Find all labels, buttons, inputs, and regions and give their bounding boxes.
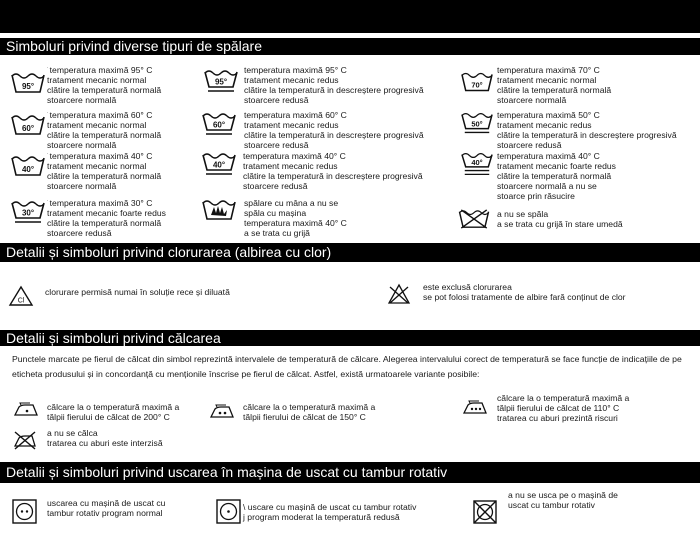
section-title-drying: Detalii și simboluri privind uscarea în mașina de uscat cu tambur rotativ [0, 462, 700, 483]
svg-text:70°: 70° [471, 80, 483, 90]
wash-tub-30-icon [11, 200, 45, 224]
section-title-ironing: Detalii și simboluri privind călcarea [0, 330, 700, 346]
section-title-bleach: Detalii și simboluri privind clorurarea (albirea cu clor) [0, 243, 700, 262]
wash-text-95-reduced: temperatura maximă 95° C tratament mecanic redus clătire la temperatură in descreștere progresivă stoarcere redusă [244, 65, 424, 105]
do-not-bleach-icon [388, 284, 410, 304]
tumble-dry-low-icon [216, 499, 241, 524]
drying-text-normal: uscarea cu mașină de uscat cu tambur rotativ program normal [47, 498, 166, 518]
drying-text-do-not-dry: a nu se usca pe o mașină de uscat cu tambur rotativ [508, 490, 618, 510]
bleach-text-excluded: este exclusă clorurarea se pot folosi tratamente de albire fară conținut de clor [423, 282, 626, 302]
wash-text-30-very-reduced: $^ˈ$temperatura maximă 30° C tratament mecanic foarte redus clătire la temperatură normală stoarcere redusă [47, 198, 166, 238]
iron-text-150: călcare la o temperatură maximă a tălpii fierului de călcat de 150° C [243, 402, 376, 422]
svg-text:40°: 40° [471, 157, 483, 167]
wash-tub-40-underline-icon [202, 152, 236, 176]
wash-tub-60-underline-icon [202, 112, 236, 136]
iron-one-dot-icon [13, 403, 39, 417]
svg-text:40°: 40° [212, 160, 226, 170]
tumble-dry-normal-icon [12, 499, 37, 524]
wash-tub-60-icon [11, 114, 45, 136]
iron-three-dots-icon [462, 401, 488, 415]
wash-tub-40-double-underline-icon [461, 151, 493, 177]
wash-text-do-not-wash: a nu se spăla a se trata cu grijă în stare umedă [497, 209, 623, 229]
iron-text-do-not-iron: a nu se călca tratarea cu aburi este interzisă [47, 428, 163, 448]
do-not-iron-icon [13, 430, 37, 450]
drying-text-low: \ uscare cu mașină de uscat cu tambur rotativ j program moderat la temperatură redusă [243, 502, 417, 522]
svg-text:95°: 95° [21, 82, 35, 91]
wash-tub-95-icon [11, 72, 45, 94]
svg-text:95°: 95° [214, 77, 228, 87]
svg-text:40°: 40° [21, 165, 35, 174]
wash-text-95-normal: $^ˈ$temperatura maximă 95° C tratament mecanic normal clătire la temperatură normală stoarcere normală [47, 65, 162, 105]
do-not-tumble-dry-icon [473, 500, 497, 524]
wash-tub-70-icon [461, 71, 493, 93]
wash-text-40-very-reduced: temperatura maximă 40° C tratament mecanic foarte redus clătire la temperatură normală stoarcere normală a nu se stoarce prin răsucire [497, 151, 616, 201]
wash-text-hand: spălare cu mâna a nu se spăla cu mașina temperatura maximă 40° C a se trata cu grijă [244, 198, 347, 238]
wash-tub-95-underline-icon [204, 69, 238, 93]
bleach-text-allowed: clorurare permisă numai în soluție rece și diluată [45, 287, 230, 297]
wash-tub-40-icon [11, 155, 45, 177]
top-band [0, 0, 700, 33]
svg-text:50°: 50° [471, 119, 483, 129]
wash-text-60-reduced: temperatura maximă 60° C tratament mecanic redus clătire la temperatură in descreștere progresivă stoarcere redusă [244, 110, 424, 150]
section-title-washing: Simboluri privind diverse tipuri de spălare [0, 38, 700, 55]
wash-text-50-reduced: temperatura maximă 50° C tratament mecanic redus clătire la temperatură in descreștere progresivă stoarcere redusă [497, 110, 677, 150]
wash-text-60-normal: $^ˈ$temperatura maximă 60° C tratament mecanic normal clătire la temperatură normală stoarcere normală [47, 110, 162, 150]
iron-two-dots-icon [209, 405, 235, 419]
wash-tub-50-icon [461, 111, 493, 135]
wash-text-40-reduced: temperatura maximă 40° C tratament mecanic redus clătire la temperatură in descreștere progresivă stoarcere redusă [243, 151, 423, 191]
ironing-paragraph: Punctele marcate pe fierul de călcat din simbol reprezintă intervalele de temperatură de călcare. Alegerea intervalului corect de temperatură se face funcție de indicațiile de pe eticheta produsului și in concordanță cu menționile înscrise pe fierul de călcat. Astfel, există urmatoarele variante posibile: [12, 354, 682, 379]
svg-text:30°: 30° [21, 208, 35, 218]
svg-text:60°: 60° [212, 120, 226, 130]
hand-wash-icon [202, 199, 236, 221]
wash-text-40-normal: $^ˈ$temperatura maximă 40° C tratament mecanic normal clătire la temperatură normală stoarcere normală [47, 151, 162, 191]
iron-text-200: călcare la o temperatură maximă a tălpii fierului de călcat de 200° C [47, 402, 180, 422]
wash-text-70-normal: temperatura maximă 70° C tratament mecanic normal clătire la temperatură normală stoarcere normală [497, 65, 612, 105]
chlorine-bleach-icon [9, 286, 33, 306]
do-not-wash-icon [457, 209, 491, 229]
iron-text-110: călcare la o temperatură maximă a tălpii fierului de călcat de 110° C tratarea cu aburi prezintă riscuri [497, 393, 630, 423]
svg-text:60°: 60° [21, 124, 35, 133]
svg-text:Cl: Cl [17, 297, 25, 305]
